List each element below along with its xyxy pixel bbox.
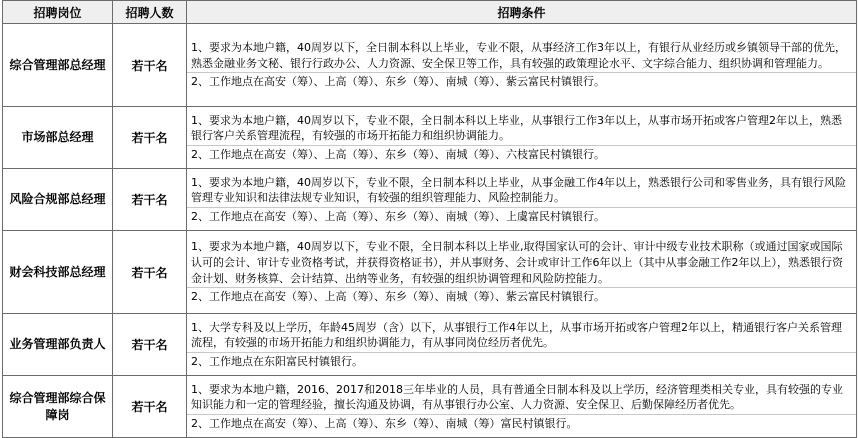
requirement-text: 1、要求为本地户籍，2016、2017和2018三年毕业的人员，具有普通全日制本科及以上学历，经济管理类相关专业，具有较强的专业知识能力和一定的管理经验，擅长沟通及协调，有从事银行办公室、人力资源、安全保卫、后勤保障经历者优先。	[191, 382, 843, 412]
conditions-cell	[187, 314, 857, 376]
count-cell: 若干名	[113, 169, 187, 231]
requirement-text: 1、要求为本地户籍，40周岁以下，全日制本科以上毕业，专业不限，从事经济工作3年以上，有银行从业经历或乡镇领导干部的优先，熟悉金融业务文秘、银行行政办公、人力资源、安全保卫等工作，具有较强的政策理论水平、文字综合能力、组织协调和管理能力。	[191, 41, 846, 70]
conditions-cell	[187, 107, 857, 169]
position-cell: 财会科技部总经理	[3, 231, 113, 314]
recruitment-table	[2, 0, 857, 438]
count-cell: 若干名	[113, 314, 187, 376]
header-count: 招聘人数	[113, 1, 187, 24]
location-text: 2、工作地点在高安（筹）、上高（筹）、东乡（筹）、南城（筹）富民村镇银行。	[187, 414, 856, 432]
conditions-cell	[187, 231, 857, 314]
position-cell: 综合管理部综合保障岗	[3, 376, 113, 438]
count-cell: 若干名	[113, 376, 187, 438]
position-cell: 综合管理部总经理	[3, 24, 113, 107]
position-cell: 风险合规部总经理	[3, 169, 113, 231]
table-row	[3, 231, 857, 314]
location-text: 2、工作地点在东阳富民村镇银行。	[187, 352, 856, 370]
position-cell: 业务管理部负责人	[3, 314, 113, 376]
table-header-row	[3, 1, 857, 24]
count-cell: 若干名	[113, 24, 187, 107]
header-conditions: 招聘条件	[187, 1, 857, 24]
location-text: 2、工作地点在高安（筹）、上高（筹）、东乡（筹）、南城（筹）、六枝富民村镇银行。	[187, 145, 856, 163]
requirement-text: 1、要求为本地户籍，40周岁以下，专业不限，全日制本科以上毕业，从事金融工作4年以上，熟悉银行公司和零售业务，具有银行风险管理专业知识和法律法规专业知识，有较强的组织管理能力、风险控制能力。	[191, 175, 846, 205]
location-text: 2、工作地点在高安（筹）、上高（筹）、东乡（筹）、南城（筹）、紫云富民村镇银行。	[187, 72, 856, 90]
table-row	[3, 107, 857, 169]
position-cell: 市场部总经理	[3, 107, 113, 169]
requirement-text: 1、大学专科及以上学历，年龄45周岁（含）以下，从事银行工作4年以上，从事市场开拓或客户管理2年以上，精通银行客户关系管理流程，有较强的市场开拓能力和组织协调能力，有从事同岗位经历者优先。	[191, 320, 842, 350]
requirement-text: 1、要求为本地户籍，40周岁以下，专业不限，全日制本科以上毕业，从事银行工作3年以上，从事市场开拓或客户管理2年以上，熟悉银行客户关系管理流程，有较强的市场开拓能力和组织协调能力。	[191, 113, 842, 143]
table-row	[3, 376, 857, 438]
table-row	[3, 24, 857, 107]
header-position: 招聘岗位	[3, 1, 113, 24]
count-cell: 若干名	[113, 231, 187, 314]
requirement-text: 1、要求为本地户籍，40周岁以下，专业不限，全日制本科以上毕业,取得国家认可的会计、审计中级专业技术职称（或通过国家或国际认可的会计、审计专业资格考试，并获得资格证书），并从事财务、会计或审计工作6年以上（其中从事金融工作2年以上），熟悉银行资金计划、财务核算、会计结算、出纳等业务，有较强的组织协调管理和风险防控能力。	[191, 240, 843, 285]
location-text: 2、工作地点在高安（筹）、上高（筹）、东乡（筹）、南城（筹）、紫云富民村镇银行。	[187, 287, 856, 305]
recruitment-table-container	[2, 0, 856, 438]
conditions-cell	[187, 24, 857, 107]
conditions-cell	[187, 169, 857, 231]
conditions-cell	[187, 376, 857, 438]
table-row	[3, 314, 857, 376]
table-row	[3, 169, 857, 231]
count-cell: 若干名	[113, 107, 187, 169]
location-text: 2、工作地点在高安（筹）、上高（筹）、东乡（筹）、南城（筹）、上虞富民村镇银行。	[187, 207, 856, 225]
